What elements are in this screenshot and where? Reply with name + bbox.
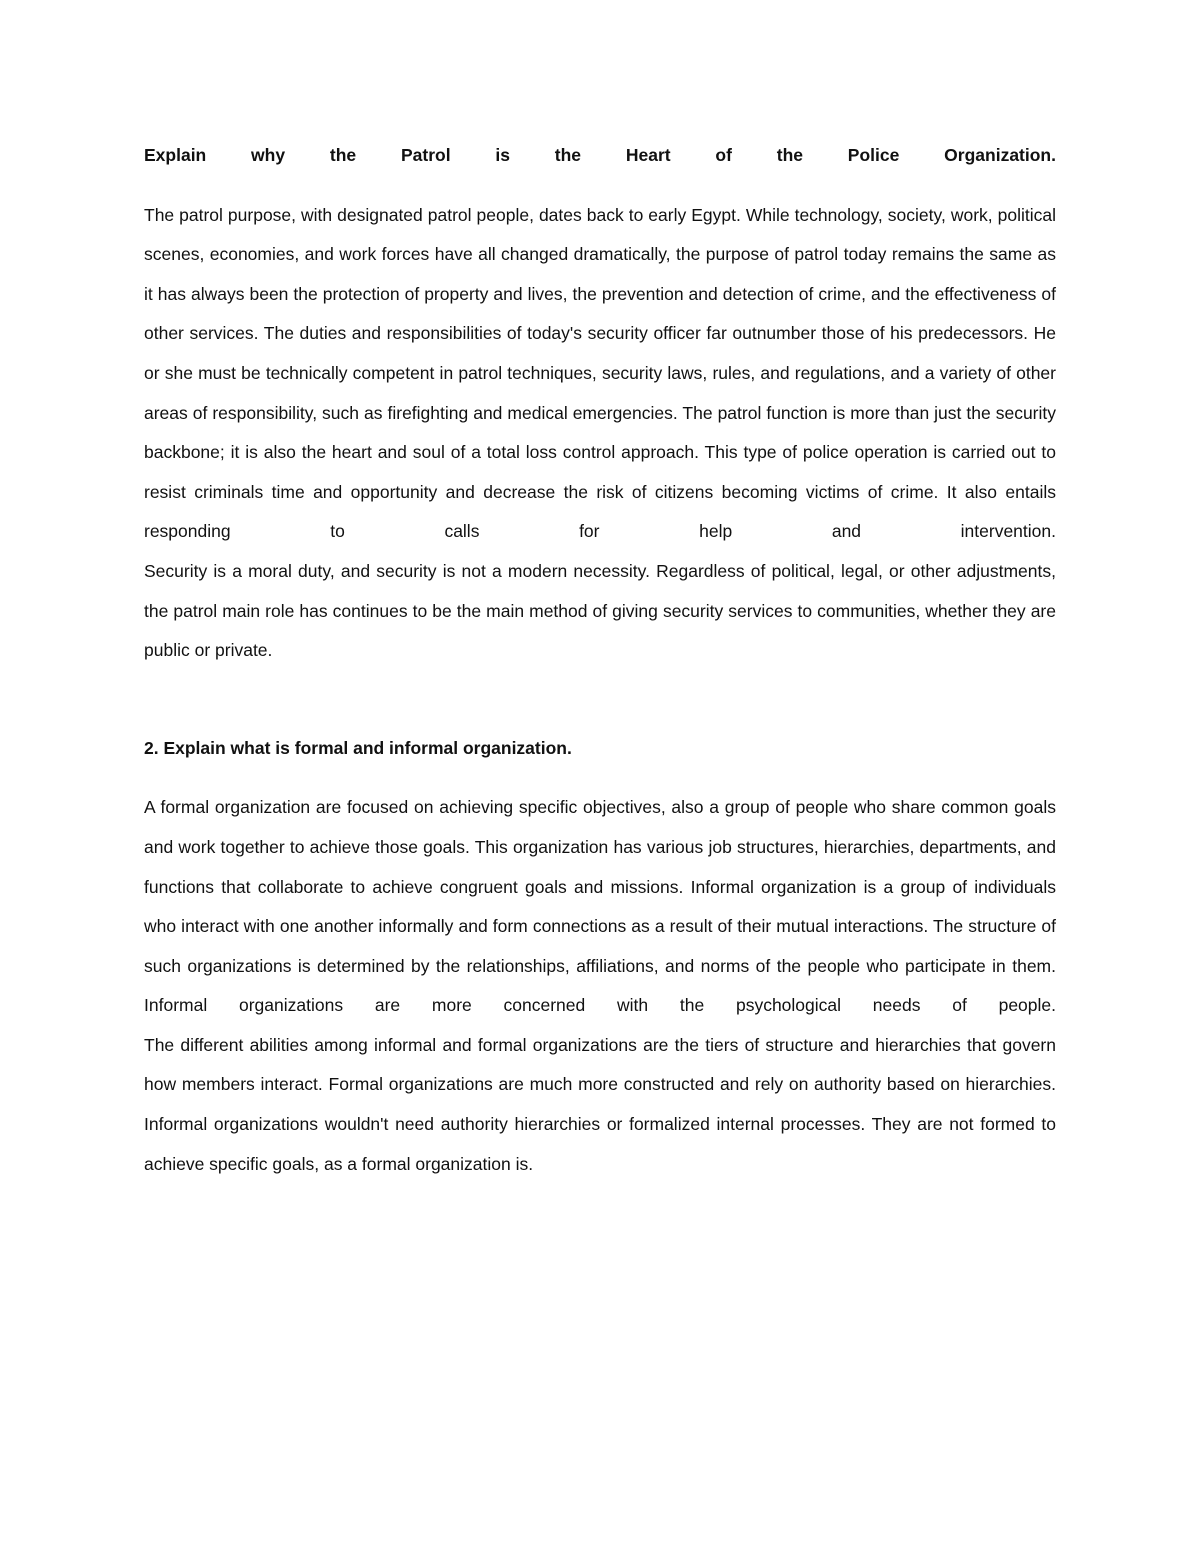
spacer <box>144 671 1056 729</box>
section-2-paragraph-part-2: The different abilities among informal and formal organizations are the tiers of structure and hierarchies that govern how members interact. Formal organizations are much more constructed and rely on authority based on hierarchies. Informal organizations wouldn't need authority hierarchies or formalized internal processes. They are not formed to achieve specific goals, as a formal organization is. <box>144 1034 1056 1174</box>
section-2-paragraph-part-1: A formal organization are focused on achieving specific objectives, also a group of people who share common goals and work together to achieve those goals. This organization has various job structures, hierarchies, departments, and functions that collaborate to achieve congruent goals and missions. Informal organization is a group of individuals who interact with one another informally and form connections as a result of their mutual interactions. The structure of such organizations is determined by the relationships, affiliations, and norms of the people who participate in them. Informal organizations are more concerned with the psychological needs of people. <box>144 797 1056 1016</box>
section-1-heading: Explain why the Patrol is the Heart of the Police Organization. <box>144 145 1056 165</box>
section-1-paragraph-part-2: Security is a moral duty, and security is not a modern necessity. Regardless of political, legal, or other adjustments, the patrol main role has continues to be the main method of giving security services to communities, whether they are public or private. <box>144 560 1056 661</box>
section-2-heading: 2. Explain what is formal and informal organization. <box>144 737 572 758</box>
spacer <box>144 768 1056 788</box>
section-1-paragraph <box>144 196 1056 671</box>
section-1-paragraph-part-1: The patrol purpose, with designated patrol people, dates back to early Egypt. While technology, society, work, political scenes, economies, and work forces have all changed dramatically, the purpose of patrol today remains the same as it has always been the protection of property and lives, the prevention and detection of crime, and the effectiveness of other services. The duties and responsibilities of today's security officer far outnumber those of his predecessors. He or she must be technically competent in patrol techniques, security laws, rules, and regulations, and a variety of other areas of responsibility, such as firefighting and medical emergencies. The patrol function is more than just the security backbone; it is also the heart and soul of a total loss control approach. This type of police operation is carried out to resist criminals time and opportunity and decrease the risk of citizens becoming victims of crime. It also entails responding to calls for help and intervention. <box>144 204 1056 542</box>
spacer <box>144 176 1056 196</box>
document-body <box>144 136 1056 1184</box>
section-2-paragraph <box>144 788 1056 1184</box>
